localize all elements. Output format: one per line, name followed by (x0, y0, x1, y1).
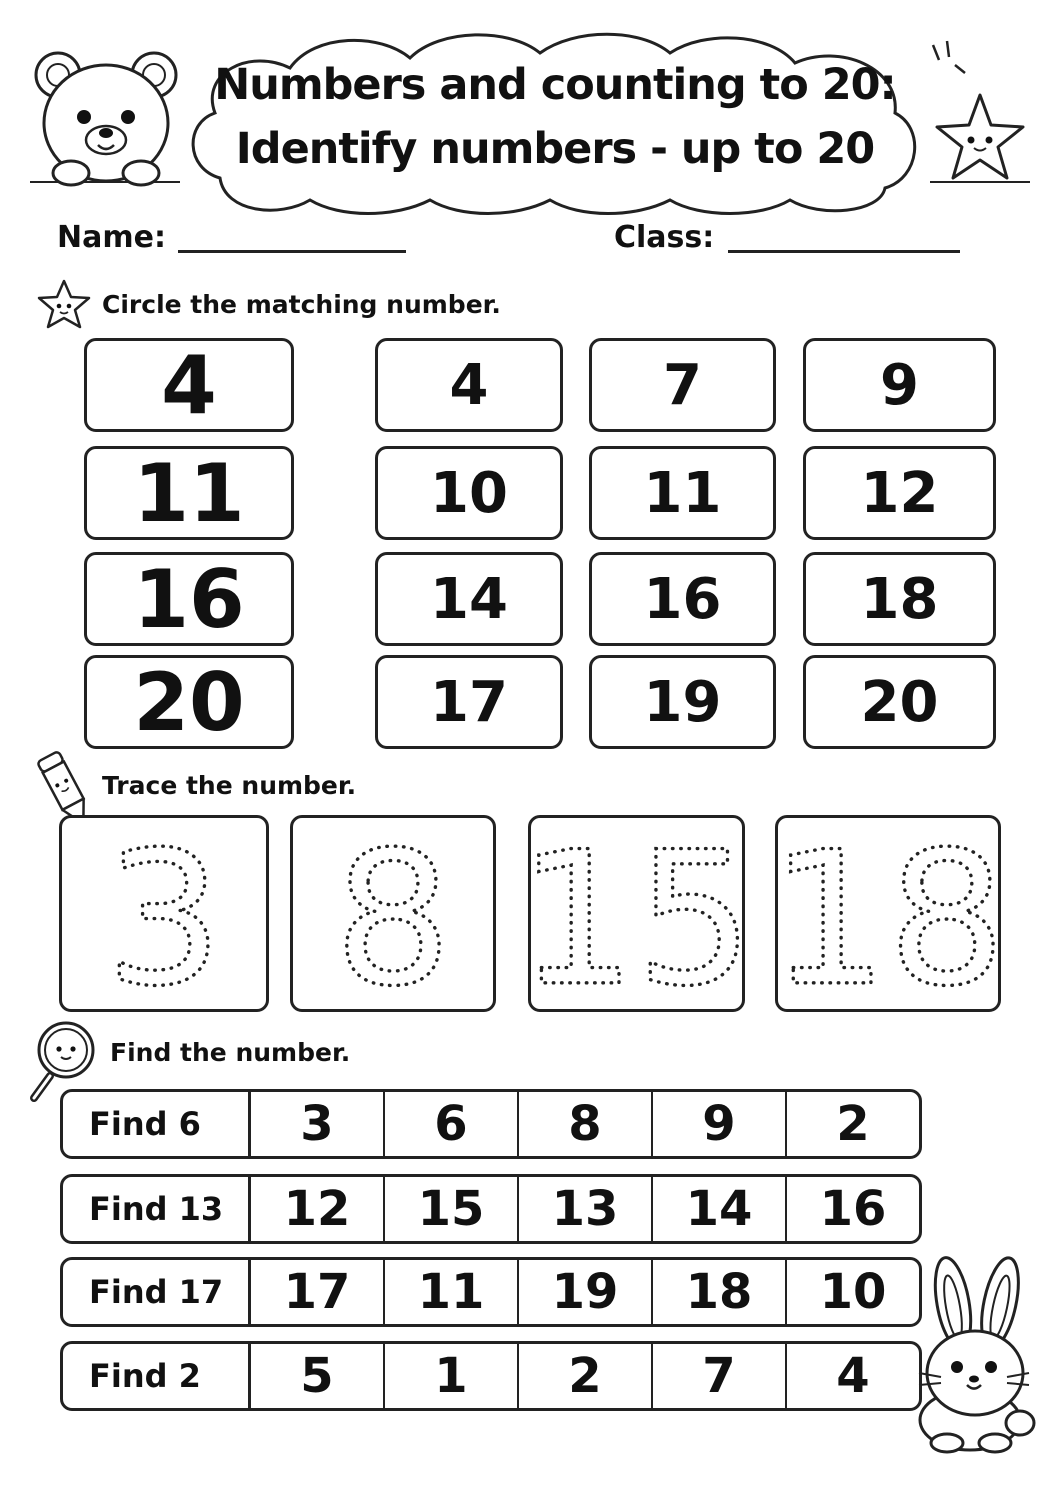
find-row-label: Find 13 (63, 1177, 251, 1241)
find-option[interactable]: 10 (819, 1264, 887, 1320)
page-title-line-1: Numbers and counting to 20: (214, 60, 896, 110)
match-target: 11 (84, 446, 294, 540)
find-option[interactable]: 14 (653, 1177, 787, 1241)
find-row-label: Find 6 (63, 1092, 251, 1156)
match-option[interactable]: 16 (589, 552, 776, 646)
match-option[interactable]: 18 (803, 552, 996, 646)
find-option[interactable]: 2 (519, 1344, 653, 1408)
find-option[interactable]: 17 (251, 1260, 385, 1324)
trace-box[interactable] (770, 812, 1006, 1027)
find-instruction: Find the number. (110, 1038, 351, 1067)
match-option[interactable]: 7 (589, 338, 776, 432)
star-icon (925, 35, 1035, 195)
match-option[interactable]: 14 (375, 552, 563, 646)
find-option[interactable]: 1 (385, 1344, 519, 1408)
find-option[interactable]: 2 (836, 1096, 870, 1152)
find-option[interactable]: 19 (519, 1260, 653, 1324)
trace-number: 18 (770, 812, 1006, 1027)
find-option[interactable]: 12 (251, 1177, 385, 1241)
trace-box[interactable] (518, 812, 754, 1027)
match-option[interactable]: 17 (375, 655, 563, 749)
find-option[interactable]: 13 (519, 1177, 653, 1241)
trace-number: 3 (105, 812, 223, 1027)
match-option[interactable]: 20 (803, 655, 996, 749)
find-option[interactable]: 9 (653, 1092, 787, 1156)
match-target: 16 (84, 552, 294, 646)
find-option[interactable]: 3 (251, 1092, 385, 1156)
find-row (60, 1257, 922, 1327)
match-option[interactable]: 11 (589, 446, 776, 540)
find-option[interactable]: 6 (385, 1092, 519, 1156)
bunny-icon (905, 1255, 1045, 1455)
find-option[interactable]: 5 (251, 1344, 385, 1408)
match-target: 4 (84, 338, 294, 432)
name-field[interactable] (178, 250, 406, 253)
title-cloud (180, 28, 930, 213)
match-option[interactable]: 12 (803, 446, 996, 540)
match-instruction: Circle the matching number. (102, 290, 501, 319)
trace-box[interactable] (59, 812, 269, 1027)
name-label: Name: (57, 220, 166, 255)
trace-box[interactable] (290, 812, 496, 1027)
class-field[interactable] (728, 250, 960, 253)
trace-number: 15 (518, 812, 754, 1027)
match-target: 20 (84, 655, 294, 749)
find-option[interactable]: 18 (653, 1260, 787, 1324)
find-row (60, 1341, 922, 1411)
trace-number: 8 (334, 812, 452, 1027)
find-row-label: Find 17 (63, 1260, 251, 1324)
page-title-line-2: Identify numbers - up to 20 (235, 124, 875, 174)
match-option[interactable]: 19 (589, 655, 776, 749)
find-row (60, 1089, 922, 1159)
trace-instruction: Trace the number. (102, 771, 357, 800)
find-option[interactable]: 15 (385, 1177, 519, 1241)
star-icon (36, 278, 92, 330)
find-option[interactable]: 16 (819, 1181, 887, 1237)
class-label: Class: (614, 220, 715, 255)
find-row-label: Find 2 (63, 1344, 251, 1408)
match-option[interactable]: 9 (803, 338, 996, 432)
find-row (60, 1174, 922, 1244)
find-option[interactable]: 11 (385, 1260, 519, 1324)
match-option[interactable]: 4 (375, 338, 563, 432)
bear-icon (26, 45, 186, 195)
find-option[interactable]: 4 (836, 1348, 870, 1404)
match-option[interactable]: 10 (375, 446, 563, 540)
find-option[interactable]: 7 (653, 1344, 787, 1408)
find-option[interactable]: 8 (519, 1092, 653, 1156)
